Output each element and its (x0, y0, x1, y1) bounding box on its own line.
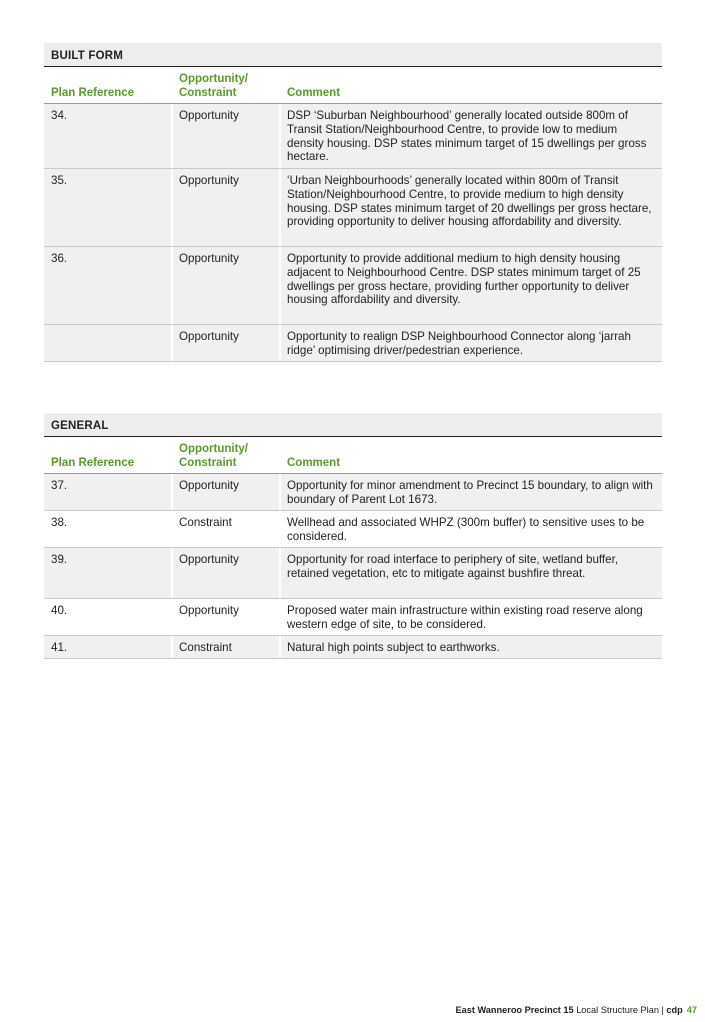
table-row (44, 247, 662, 325)
plan-reference: 35. (51, 174, 68, 187)
row-comment: DSP ‘Suburban Neighbourhood’ generally located outside 800m of Transit Station/Neighbourhood Centre, to provide low to medium density housing. DSP states minimum target of 15 dwellings per gross hectare. (287, 109, 647, 164)
header-plan-reference: Plan Reference (51, 457, 135, 469)
row-type: Opportunity (179, 553, 239, 566)
row-comment: Opportunity for road interface to periphery of site, wetland buffer, retained vegetation, etc to mitigate against bushfire threat. (287, 553, 619, 580)
table-row (44, 104, 662, 169)
header-opportunity-constraint (179, 72, 248, 100)
row-type: Opportunity (179, 109, 239, 122)
row-comment: Natural high points subject to earthworks. (287, 641, 500, 654)
footer-document-subtitle: Local Structure Plan | (573, 1005, 667, 1015)
table-row (44, 169, 662, 247)
built-form-table (44, 43, 662, 362)
column-headers (44, 437, 662, 474)
plan-reference: 34. (51, 109, 68, 122)
plan-reference: 38. (51, 516, 68, 529)
header-oc-line2: Constraint (179, 87, 237, 99)
table-row (44, 325, 662, 362)
row-type: Opportunity (179, 479, 239, 492)
row-comment: Opportunity to provide additional medium to high density housing adjacent to Neighbourhood Centre. DSP states minimum target of 25 dwellings per gross hectare, providing further opportunity to deliver housing affordability and diversity. (287, 252, 641, 307)
plan-reference: 40. (51, 604, 68, 617)
header-oc-line1: Opportunity/ (179, 443, 248, 455)
table-row (44, 548, 662, 599)
plan-reference: 41. (51, 641, 68, 654)
row-comment: ‘Urban Neighbourhoods’ generally located within 800m of Transit Station/Neighbourhood Centre, to provide medium to high density housing. DSP states minimum target of 20 dwellings per gross hectare, providing opportunity to deliver housing affordability and diversity. (287, 174, 652, 229)
row-comment: Wellhead and associated WHPZ (300m buffer) to sensitive uses to be considered. (287, 516, 645, 543)
row-type: Opportunity (179, 252, 239, 265)
section-title: BUILT FORM (44, 43, 662, 67)
row-type: Opportunity (179, 174, 239, 187)
row-type: Opportunity (179, 330, 239, 343)
column-headers (44, 67, 662, 104)
table-row (44, 511, 662, 548)
row-comment: Opportunity for minor amendment to Precinct 15 boundary, to align with boundary of Parent Lot 1673. (287, 479, 653, 506)
plan-reference: 37. (51, 479, 68, 492)
row-comment: Proposed water main infrastructure within existing road reserve along western edge of site, to be considered. (287, 604, 643, 631)
header-oc-line2: Constraint (179, 457, 237, 469)
table-row (44, 474, 662, 511)
page-number: 47 (686, 1005, 697, 1015)
plan-reference (44, 325, 171, 361)
header-comment: Comment (287, 87, 341, 99)
footer-document-title: East Wanneroo Precinct 15 (455, 1005, 574, 1015)
header-oc-line1: Opportunity/ (179, 73, 248, 85)
table-row (44, 636, 662, 659)
plan-reference: 36. (51, 252, 68, 265)
row-type: Constraint (179, 641, 232, 654)
header-comment: Comment (287, 457, 341, 469)
plan-reference: 39. (51, 553, 68, 566)
header-plan-reference: Plan Reference (51, 87, 135, 99)
row-comment: Opportunity to realign DSP Neighbourhood Connector along ‘jarrah ridge’ optimising driver/pedestrian experience. (287, 330, 631, 357)
table-row (44, 599, 662, 636)
row-type: Opportunity (179, 604, 239, 617)
page-footer (456, 1005, 697, 1015)
header-opportunity-constraint (179, 442, 248, 470)
general-table (44, 413, 662, 659)
section-title: GENERAL (44, 413, 662, 437)
footer-brand: cdp (666, 1005, 683, 1015)
row-type: Constraint (179, 516, 232, 529)
